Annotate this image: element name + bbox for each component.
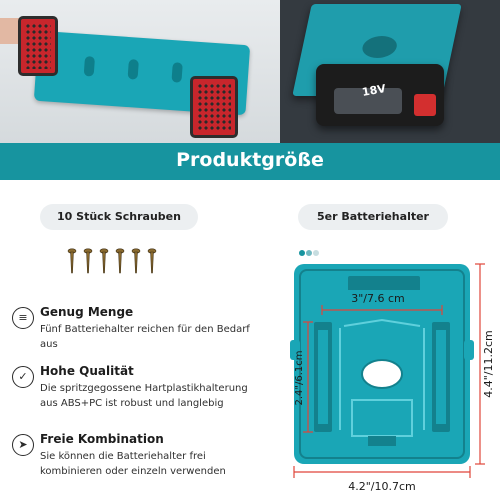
compass-icon: ➤: [12, 434, 34, 456]
rail-slot: [84, 56, 95, 77]
title-band: [0, 143, 500, 180]
rail-slot: [128, 59, 139, 80]
rail-slot: [171, 62, 182, 83]
red-battery-right: [190, 76, 238, 138]
page-title: Produktgröße: [176, 149, 324, 171]
wall-mount-photo: [0, 0, 280, 143]
battery-voltage-label: 18V: [361, 82, 387, 99]
black-battery: [316, 64, 444, 126]
feature-body: Sie können die Batteriehalter frei kombinieren oder einzeln verwenden: [40, 451, 226, 477]
screws-label-pill: 10 Stück Schrauben: [40, 204, 198, 230]
feature-body: Fünf Batteriehalter reichen für den Bedarf aus: [40, 324, 250, 350]
outer-height-label: 4.4"/11.2cm: [482, 330, 495, 398]
inner-width-label: 3"/7.6 cm: [351, 292, 405, 305]
screw-icon: [100, 249, 108, 273]
screw-icon: [116, 249, 124, 273]
screw-icon: [132, 249, 140, 273]
feature-body: Die spritzgegossene Hartplastikhalterung aus ABS+PC ist robust und langlebig: [40, 383, 248, 409]
feature-heading: Hohe Qualität: [40, 364, 134, 378]
feature-heading: Genug Menge: [40, 305, 134, 319]
holder-label-pill: 5er Batteriehalter: [298, 204, 448, 230]
screws-illustration: [64, 247, 164, 277]
checkmark-badge-icon: ✓: [12, 366, 34, 388]
product-photo-banner: [0, 0, 500, 143]
layers-icon: ≡: [12, 307, 34, 329]
inner-height-label: 2.4"/6.1cm: [294, 350, 305, 406]
screw-icon: [148, 249, 156, 273]
screw-icon: [84, 249, 92, 273]
feature-heading: Freie Kombination: [40, 432, 164, 446]
screw-icon: [68, 249, 76, 273]
outer-width-label: 4.2"/10.7cm: [348, 480, 416, 493]
holder-dimension-diagram: [280, 250, 500, 500]
red-battery-left: [18, 16, 58, 76]
